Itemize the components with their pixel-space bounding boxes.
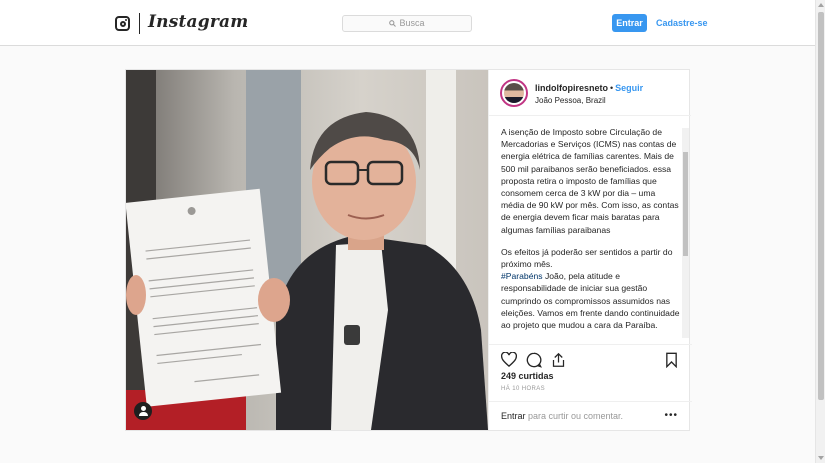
- search-icon: [389, 20, 396, 27]
- search-placeholder: Busca: [399, 18, 425, 28]
- more-options-icon[interactable]: •••: [664, 410, 678, 421]
- search-input[interactable]: [342, 15, 472, 32]
- post-sidebar: [488, 70, 691, 430]
- comment-bar: [489, 401, 692, 430]
- bookmark-icon[interactable]: [665, 352, 678, 368]
- top-navbar: [0, 0, 815, 46]
- heart-icon[interactable]: [501, 352, 517, 367]
- follow-button[interactable]: Seguir: [615, 83, 644, 93]
- share-icon[interactable]: [551, 352, 566, 368]
- comment-login-link[interactable]: Entrar: [501, 411, 526, 421]
- instagram-camera-icon[interactable]: [115, 16, 130, 31]
- caption-text: João, pela atitude e responsabilidade de iniciar sua gestão cumprindo os compromissos assumidos nas eleições. Vamos em frente dando continuidade ao projeto que mudou a cara da Paraíba.: [501, 271, 680, 331]
- caption-paragraph: A isenção de Imposto sobre Circulação de Mercadorias e Serviços (ICMS) nas contas de energia elétrica de famílias carentes. Mais de 500 mil paraibanos serão beneficiados. essa proposta retira o imposto de famílias que consomem cerca de 3 kW por dia – uma média de 90 kW por mês. Com isso, as contas de energia devem ficar mais baratas para algumas famílias paraibanas: [501, 127, 679, 235]
- logo-divider: [139, 13, 140, 34]
- post-photo[interactable]: [126, 70, 488, 430]
- scroll-down-icon[interactable]: [818, 456, 824, 460]
- location-link[interactable]: João Pessoa, Brazil: [535, 96, 606, 105]
- scroll-up-icon[interactable]: [818, 3, 824, 7]
- page-scrollbar[interactable]: [815, 0, 825, 463]
- user-tag-icon[interactable]: [134, 402, 152, 420]
- username-link[interactable]: lindolfopiresneto: [535, 83, 608, 93]
- signup-link[interactable]: Cadastre-se: [656, 18, 708, 28]
- post-timestamp[interactable]: HÁ 10 HORAS: [501, 386, 546, 392]
- avatar[interactable]: [500, 79, 528, 107]
- hashtag-link[interactable]: #Parabéns: [501, 271, 543, 282]
- caption-line: Os efeitos já poderão ser sentidos a partir do próximo mês.: [501, 246, 673, 270]
- comment-icon[interactable]: [526, 352, 542, 368]
- caption-paragraph-2: [501, 246, 680, 331]
- scrollbar-thumb[interactable]: [818, 12, 824, 400]
- post-header: [489, 70, 691, 116]
- post-actions: [489, 344, 692, 374]
- likes-count[interactable]: 249 curtidas: [501, 371, 554, 381]
- caption-scrollbar[interactable]: [682, 128, 689, 338]
- separator-dot: •: [610, 83, 614, 93]
- post-caption: [489, 116, 692, 344]
- login-button[interactable]: Entrar: [612, 14, 647, 32]
- post-card: [125, 69, 690, 431]
- comment-prompt: para curtir ou comentar.: [525, 411, 624, 421]
- instagram-wordmark[interactable]: Instagram: [148, 12, 249, 32]
